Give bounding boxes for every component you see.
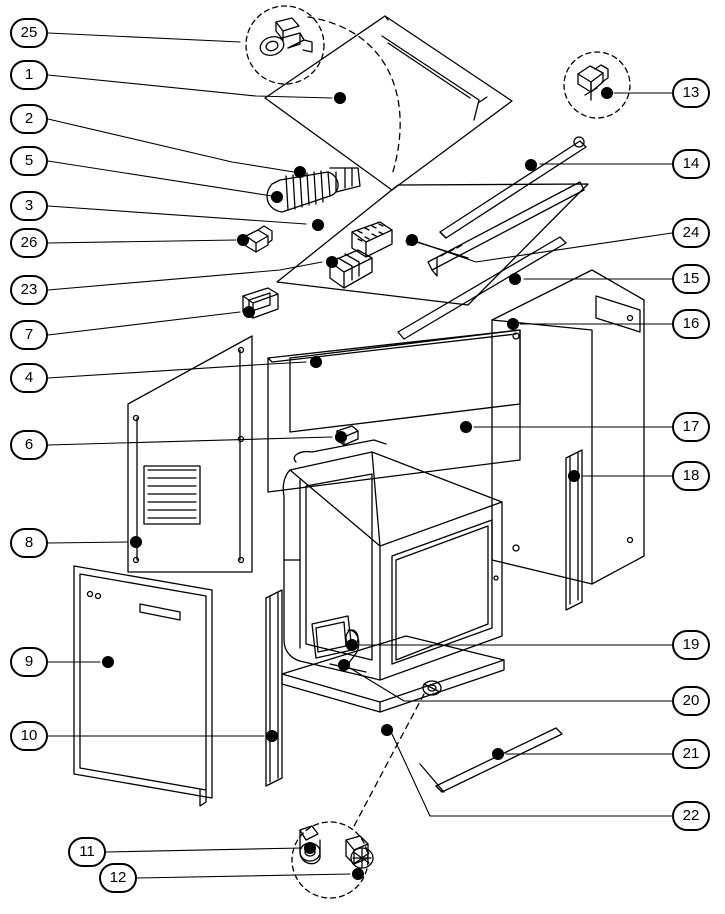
callout-19[interactable] <box>672 630 710 660</box>
part-knob-12 <box>346 836 373 868</box>
detail-circle-13 <box>564 52 630 118</box>
callout-4-label: 4 <box>24 368 34 386</box>
callout-17-label: 17 <box>682 417 700 435</box>
callout-11[interactable] <box>68 837 106 867</box>
callout-13-label: 13 <box>682 83 700 101</box>
callout-23[interactable] <box>10 275 48 305</box>
callout-24-label: 24 <box>682 223 700 241</box>
callout-12[interactable] <box>99 863 137 893</box>
callout-22-label: 22 <box>682 806 700 824</box>
callout-24[interactable] <box>672 218 710 248</box>
detail-leader-dashed-bottom <box>352 694 424 830</box>
callout-25[interactable] <box>10 18 48 48</box>
part-terminal-block-24 <box>352 222 392 257</box>
callout-18-label: 18 <box>682 466 700 484</box>
callout-26[interactable] <box>10 228 48 258</box>
callout-16[interactable] <box>672 309 710 339</box>
callout-11-label: 11 <box>79 842 95 860</box>
callout-6-label: 6 <box>24 435 34 453</box>
callout-17[interactable] <box>672 412 710 442</box>
callout-9-label: 9 <box>24 652 34 670</box>
callout-20[interactable] <box>672 686 710 716</box>
callout-25-label: 25 <box>20 23 38 41</box>
callout-13[interactable] <box>672 78 710 108</box>
callout-7-label: 7 <box>24 325 34 343</box>
callout-15-label: 15 <box>682 269 700 287</box>
callout-10-label: 10 <box>20 726 38 744</box>
callout-7[interactable] <box>10 320 48 350</box>
callout-18[interactable] <box>672 461 710 491</box>
part-back-panel-4 <box>268 330 520 492</box>
callout-1[interactable] <box>10 60 48 90</box>
callout-2[interactable] <box>10 104 48 134</box>
callout-21-label: 21 <box>682 744 700 762</box>
callout-26-label: 26 <box>20 233 38 251</box>
callout-1-label: 1 <box>24 65 34 83</box>
callout-3[interactable] <box>10 191 48 221</box>
callout-14-label: 14 <box>682 154 700 172</box>
callout-20-label: 20 <box>682 691 700 709</box>
callout-4[interactable] <box>10 363 48 393</box>
part-door-9 <box>74 566 212 806</box>
callout-19-label: 19 <box>682 635 700 653</box>
callout-2-label: 2 <box>24 109 34 127</box>
callout-9[interactable] <box>10 647 48 677</box>
callout-16-label: 16 <box>682 314 700 332</box>
callout-21[interactable] <box>672 739 710 769</box>
part-rail-22 <box>420 764 444 792</box>
callout-5[interactable] <box>10 146 48 176</box>
part-oven-top-cover <box>290 330 520 432</box>
callout-8-label: 8 <box>24 533 34 551</box>
callout-10[interactable] <box>10 721 48 751</box>
callout-22[interactable] <box>672 801 710 831</box>
callout-23-label: 23 <box>20 280 38 298</box>
callout-15[interactable] <box>672 264 710 294</box>
part-top-panel <box>265 16 512 190</box>
callout-12-label: 12 <box>109 868 127 886</box>
callout-3-label: 3 <box>24 196 34 214</box>
callout-8[interactable] <box>10 528 48 558</box>
detail-region-dashed <box>308 17 400 175</box>
callout-5-label: 5 <box>24 151 34 169</box>
callout-6[interactable] <box>10 430 48 460</box>
callout-14[interactable] <box>672 149 710 179</box>
part-heater-2 <box>267 168 360 212</box>
part-thermostat-25 <box>258 18 312 58</box>
part-rail-10 <box>266 590 282 786</box>
part-rail-21 <box>436 728 562 792</box>
part-rod-14 <box>440 137 586 238</box>
part-clip-26 <box>246 226 272 252</box>
part-rail-15 <box>428 182 584 276</box>
